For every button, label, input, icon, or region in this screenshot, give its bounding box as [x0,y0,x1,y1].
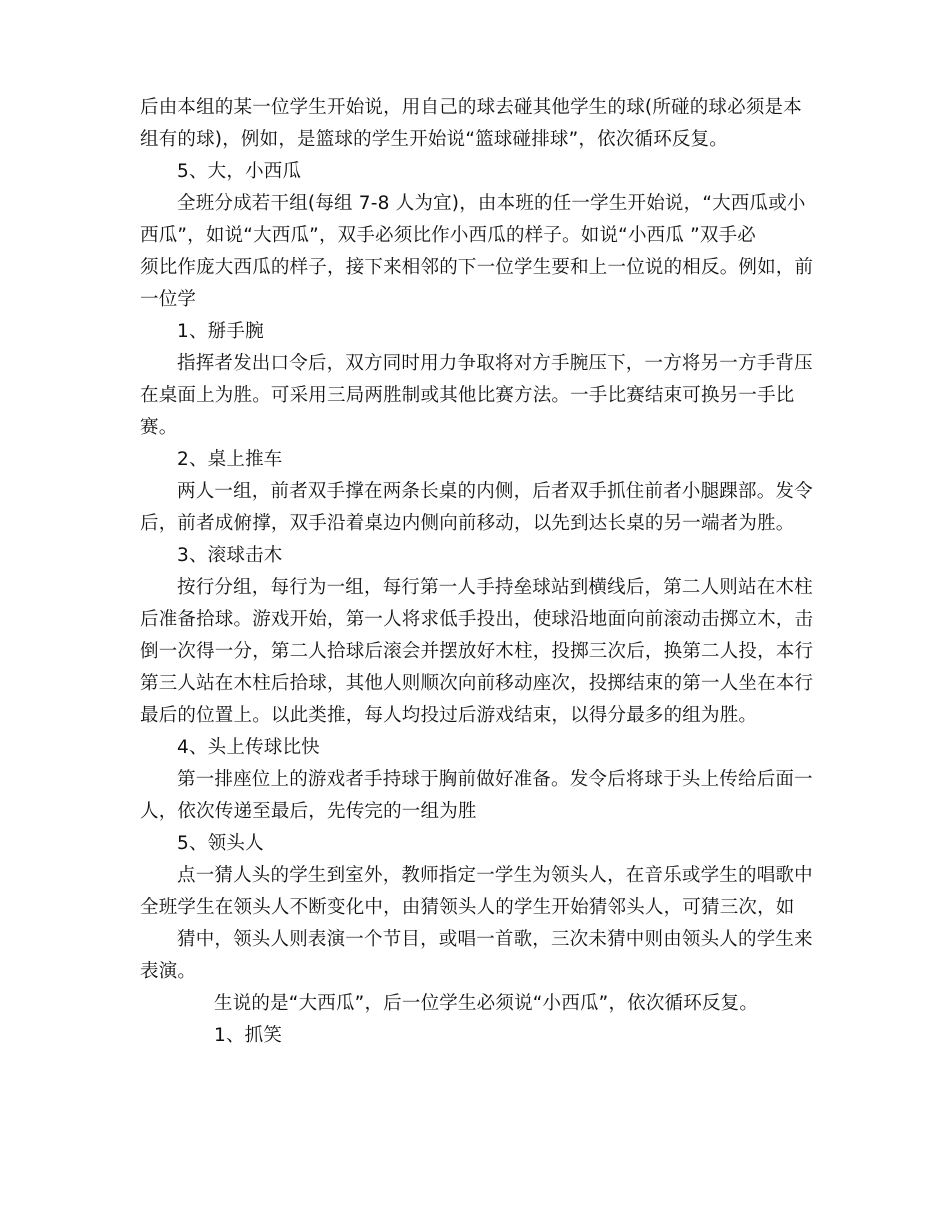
text-line: 5、大，小西瓜 [177,161,302,182]
text-line: 后，前者成俯撑，双手沿着桌边内侧向前移动，以先到达长桌的另一端者为胜。 [140,513,795,534]
text-line: 须比作庞大西瓜的样子，接下来相邻的下一位学生要和上一位说的相反。例如，前 [140,257,814,278]
text-line: 3、滚球击木 [177,545,283,566]
text-line: 4、头上传球比快 [177,737,320,758]
text-line: 倒一次得一分，第二人拾球后滚会并摆放好木柱，投掷三次后，换第二人投，本行 [140,641,814,662]
text-line: 第一排座位上的游戏者手持球于胸前做好准备。发令后将球于头上传给后面一 [177,769,813,790]
text-line: 西瓜”，如说“大西瓜”，双手必须比作小西瓜的样子。如说“小西瓜 ”双手必 [140,225,757,246]
text-line: 1、抓笑 [214,1025,283,1046]
text-line: 组有的球)，例如，是篮球的学生开始说“篮球碰排球”，依次循环反复。 [140,129,728,150]
text-line: 生说的是“大西瓜”，后一位学生必须说“小西瓜”，依次循环反复。 [214,993,759,1014]
text-line: 按行分组，每行为一组，每行第一人手持垒球站到横线后，第二人则站在木柱 [177,577,813,598]
text-line: 两人一组，前者双手撑在两条长桌的内侧，后者双手抓住前者小腿踝部。发令 [177,481,813,502]
text-line: 赛。 [140,417,178,438]
text-line: 后准备拾球。游戏开始，第一人将求低手投出，使球沿地面向前滚动击掷立木，击 [140,609,814,630]
text-line: 人，依次传递至最后，先传完的一组为胜 [140,801,477,822]
text-line: 最后的位置上。以此类推，每人均投过后游戏结束，以得分最多的组为胜。 [140,705,758,726]
text-line: 全班学生在领头人不断变化中，由猜领头人的学生开始猜邻头人，可猜三次，如 [140,897,795,918]
document-body [140,92,812,1052]
text-line: 一位学 [140,289,197,310]
text-line: 后由本组的某一位学生开始说，用自己的球去碰其他学生的球(所碰的球必须是本 [140,97,802,118]
text-line: 全班分成若干组(每组 7-8 人为宜)，由本班的任一学生开始说，“大西瓜或小 [177,193,806,214]
text-line: 在桌面上为胜。可采用三局两胜制或其他比赛方法。一手比赛结束可换另一手比 [140,385,795,406]
text-line: 表演。 [140,961,197,982]
text-line: 第三人站在木柱后拾球，其他人则顺次向前移动座次，投掷结束的第一人坐在本行 [140,673,814,694]
text-line: 5、领头人 [177,833,264,854]
text-line: 指挥者发出口令后，双方同时用力争取将对方手腕压下，一方将另一方手背压 [177,353,813,374]
text-line: 1、掰手腕 [177,321,264,342]
text-line: 2、桌上推车 [177,449,283,470]
text-line: 猜中，领头人则表演一个节目，或唱一首歌，三次未猜中则由领头人的学生来 [177,929,813,950]
text-line: 点一猜人头的学生到室外，教师指定一学生为领头人，在音乐或学生的唱歌中 [177,865,813,886]
